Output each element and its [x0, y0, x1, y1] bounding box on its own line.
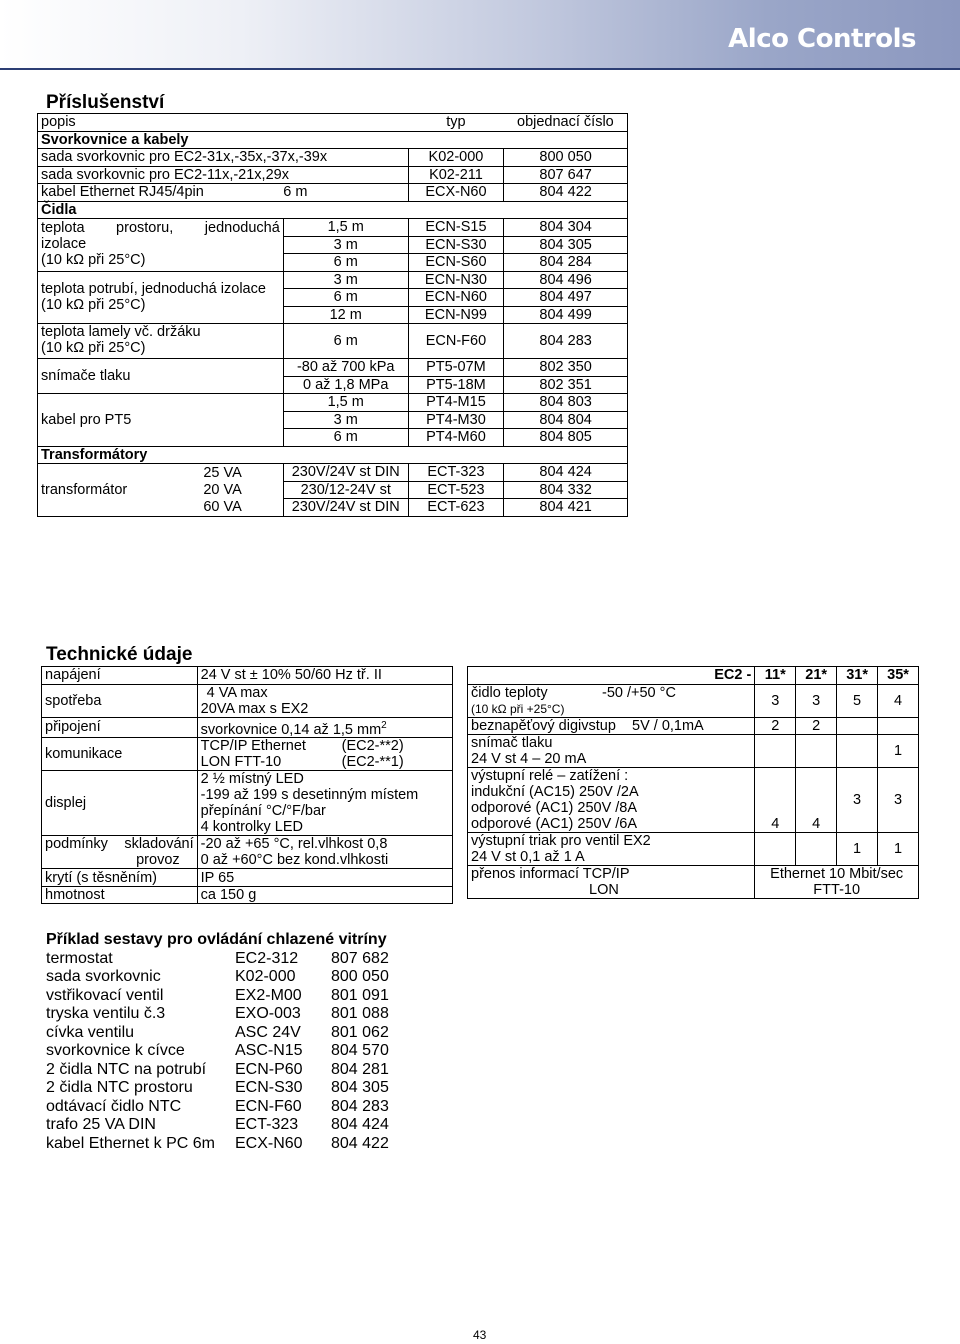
table-row: 3 m PT4-M30 804 804 — [38, 411, 628, 429]
header-popis: popis — [38, 114, 409, 132]
section-cidla: Čidla — [38, 201, 628, 219]
list-item: kabel Ethernet k PC 6m ECX-N60 804 422 — [46, 1134, 389, 1152]
potrubi-label: teplota potrubí, jednoduchá izolace (10 kΩ při 25°C) — [38, 271, 284, 324]
section-transformatory: Transformátory — [38, 446, 628, 464]
table-row: komunikace TCP/IP Ethernet (EC2-**2) LON FTT-10 (EC2-**1) — [42, 738, 453, 771]
table-row: 6 m ECN-S60 804 284 — [38, 254, 628, 272]
table-row: 12 m ECN-N99 804 499 — [38, 306, 628, 324]
alco-controls-logo: Alco Controls — [728, 24, 916, 54]
table-row: 3 m ECN-S30 804 305 — [38, 236, 628, 254]
table-row: 0 až 1,8 MPa PT5-18M 802 351 — [38, 376, 628, 394]
table-row: beznapěťový digivstup 5V / 0,1mA 2 2 — [468, 717, 919, 735]
tech-title: Technické údaje — [46, 644, 193, 665]
table-row: EC2 - 11* 21* 31* 35* — [468, 667, 919, 685]
section-svorkovnice: Svorkovnice a kabely — [38, 131, 628, 149]
table-row: připojení svorkovnice 0,14 až 1,5 $mm^2$ — [42, 717, 453, 738]
table-row: teplota potrubí, jednoduchá izolace (10 kΩ při 25°C) 3 m ECN-N30 804 496 — [38, 271, 628, 289]
table-row: kabel pro PT5 1,5 m PT4-M15 804 803 — [38, 394, 628, 412]
accessories-table — [37, 113, 628, 517]
table-header-row — [38, 114, 628, 132]
header-typ: typ — [408, 114, 504, 132]
table-row: teplota prostoru, jednoduchá izolace (10 kΩ při 25°C) 1,5 m ECN-S15 804 304 — [38, 219, 628, 237]
table-row: kabel Ethernet RJ45/4pin 6 m ECX-N60 804 422 — [38, 184, 628, 202]
table-row: 6 m PT4-M60 804 805 — [38, 429, 628, 447]
table-row: teplota lamely vč. držáku (10 kΩ při 25°C) 6 m ECN-F60 804 283 — [38, 324, 628, 359]
table-row: napájení 24 V st ± 10% 50/60 Hz tř. II — [42, 667, 453, 685]
list-item: sada svorkovnic K02-000 800 050 — [46, 968, 389, 985]
prostor-label: teplota prostoru, jednoduchá izolace (10 kΩ při 25°C) — [38, 219, 284, 272]
table-row: 6 m ECN-N60 804 497 — [38, 289, 628, 307]
accessories-title: Příslušenství — [46, 92, 165, 113]
header-cislo: objednací číslo — [504, 114, 628, 132]
list-item: cívka ventilu ASC 24V 801 062 — [46, 1023, 389, 1041]
list-item: 2 čidla NTC prostoru ECN-S30 804 305 — [46, 1079, 389, 1096]
example-assembly — [46, 931, 389, 1153]
table-row: krytí (s těsněním) IP 65 — [42, 869, 453, 887]
table-row: displej 2 ½ místný LED -199 až 199 s desetinným místem přepínání °C/°F/bar 4 kontrolky LED — [42, 771, 453, 836]
list-item: vstřikovací ventil EX2-M00 801 091 — [46, 986, 389, 1004]
page-number: 43 — [473, 1328, 487, 1342]
table-row: sada svorkovnic pro EC2-11x,-21x,29x K02-211 807 647 — [38, 166, 628, 184]
list-item: odtávací čidlo NTC ECN-F60 804 283 — [46, 1097, 389, 1115]
table-row: přenos informací TCP/IP LON Ethernet 10 Mbit/sec FTT-10 — [468, 866, 919, 899]
table-row: výstupní relé – zatížení : indukční (AC15) 250V /2A odporové (AC1) 250V /8A odporové (AC1) 250V /6A 4 4 3 3 — [468, 768, 919, 833]
table-row: transformátor 25 VA 230V/24V st DIN ECT-323 804 424 — [38, 464, 628, 482]
table-row: snímače tlaku -80 až 700 kPa PT5-07M 802 350 — [38, 359, 628, 377]
table-row: podmínky skladování provoz -20 až +65 °C, rel.vlhkost 0,8 0 až +60°C bez kond.vlhkosti — [42, 836, 453, 869]
table-row: sada svorkovnic pro EC2-31x,-35x,-37x,-39x K02-000 800 050 — [38, 149, 628, 167]
lamely-label: teplota lamely vč. držáku (10 kΩ při 25°C) — [38, 324, 284, 359]
tech-right-table — [467, 666, 919, 899]
table-row: snímač tlaku 24 V st 4 – 20 mA 1 — [468, 735, 919, 768]
example-title: Příklad sestavy pro ovládání chlazené vitríny — [46, 931, 387, 948]
table-row: výstupní triak pro ventil EX2 24 V st 0,1 až 1 A 1 1 — [468, 833, 919, 866]
tech-left-table — [41, 666, 453, 904]
list-item: tryska ventilu č.3 EXO-003 801 088 — [46, 1005, 389, 1022]
table-row: čidlo teploty -50 /+50 °C (10 kΩ při +25°C) 3 3 5 4 — [468, 684, 919, 717]
list-item: termostat EC2-312 807 682 — [46, 949, 389, 967]
table-row: 60 VA 230V/24V st DIN ECT-623 804 421 — [38, 499, 628, 517]
table-row: hmotnost ca 150 g — [42, 886, 453, 904]
list-item: svorkovnice k cívce ASC-N15 804 570 — [46, 1042, 389, 1059]
table-row: 20 VA 230/12-24V st ECT-523 804 332 — [38, 481, 628, 499]
table-row: spotřeba 4 VA max 20VA max s EX2 — [42, 684, 453, 717]
list-item: 2 čidla NTC na potrubí ECN-P60 804 281 — [46, 1060, 389, 1078]
list-item: trafo 25 VA DIN ECT-323 804 424 — [46, 1116, 389, 1133]
